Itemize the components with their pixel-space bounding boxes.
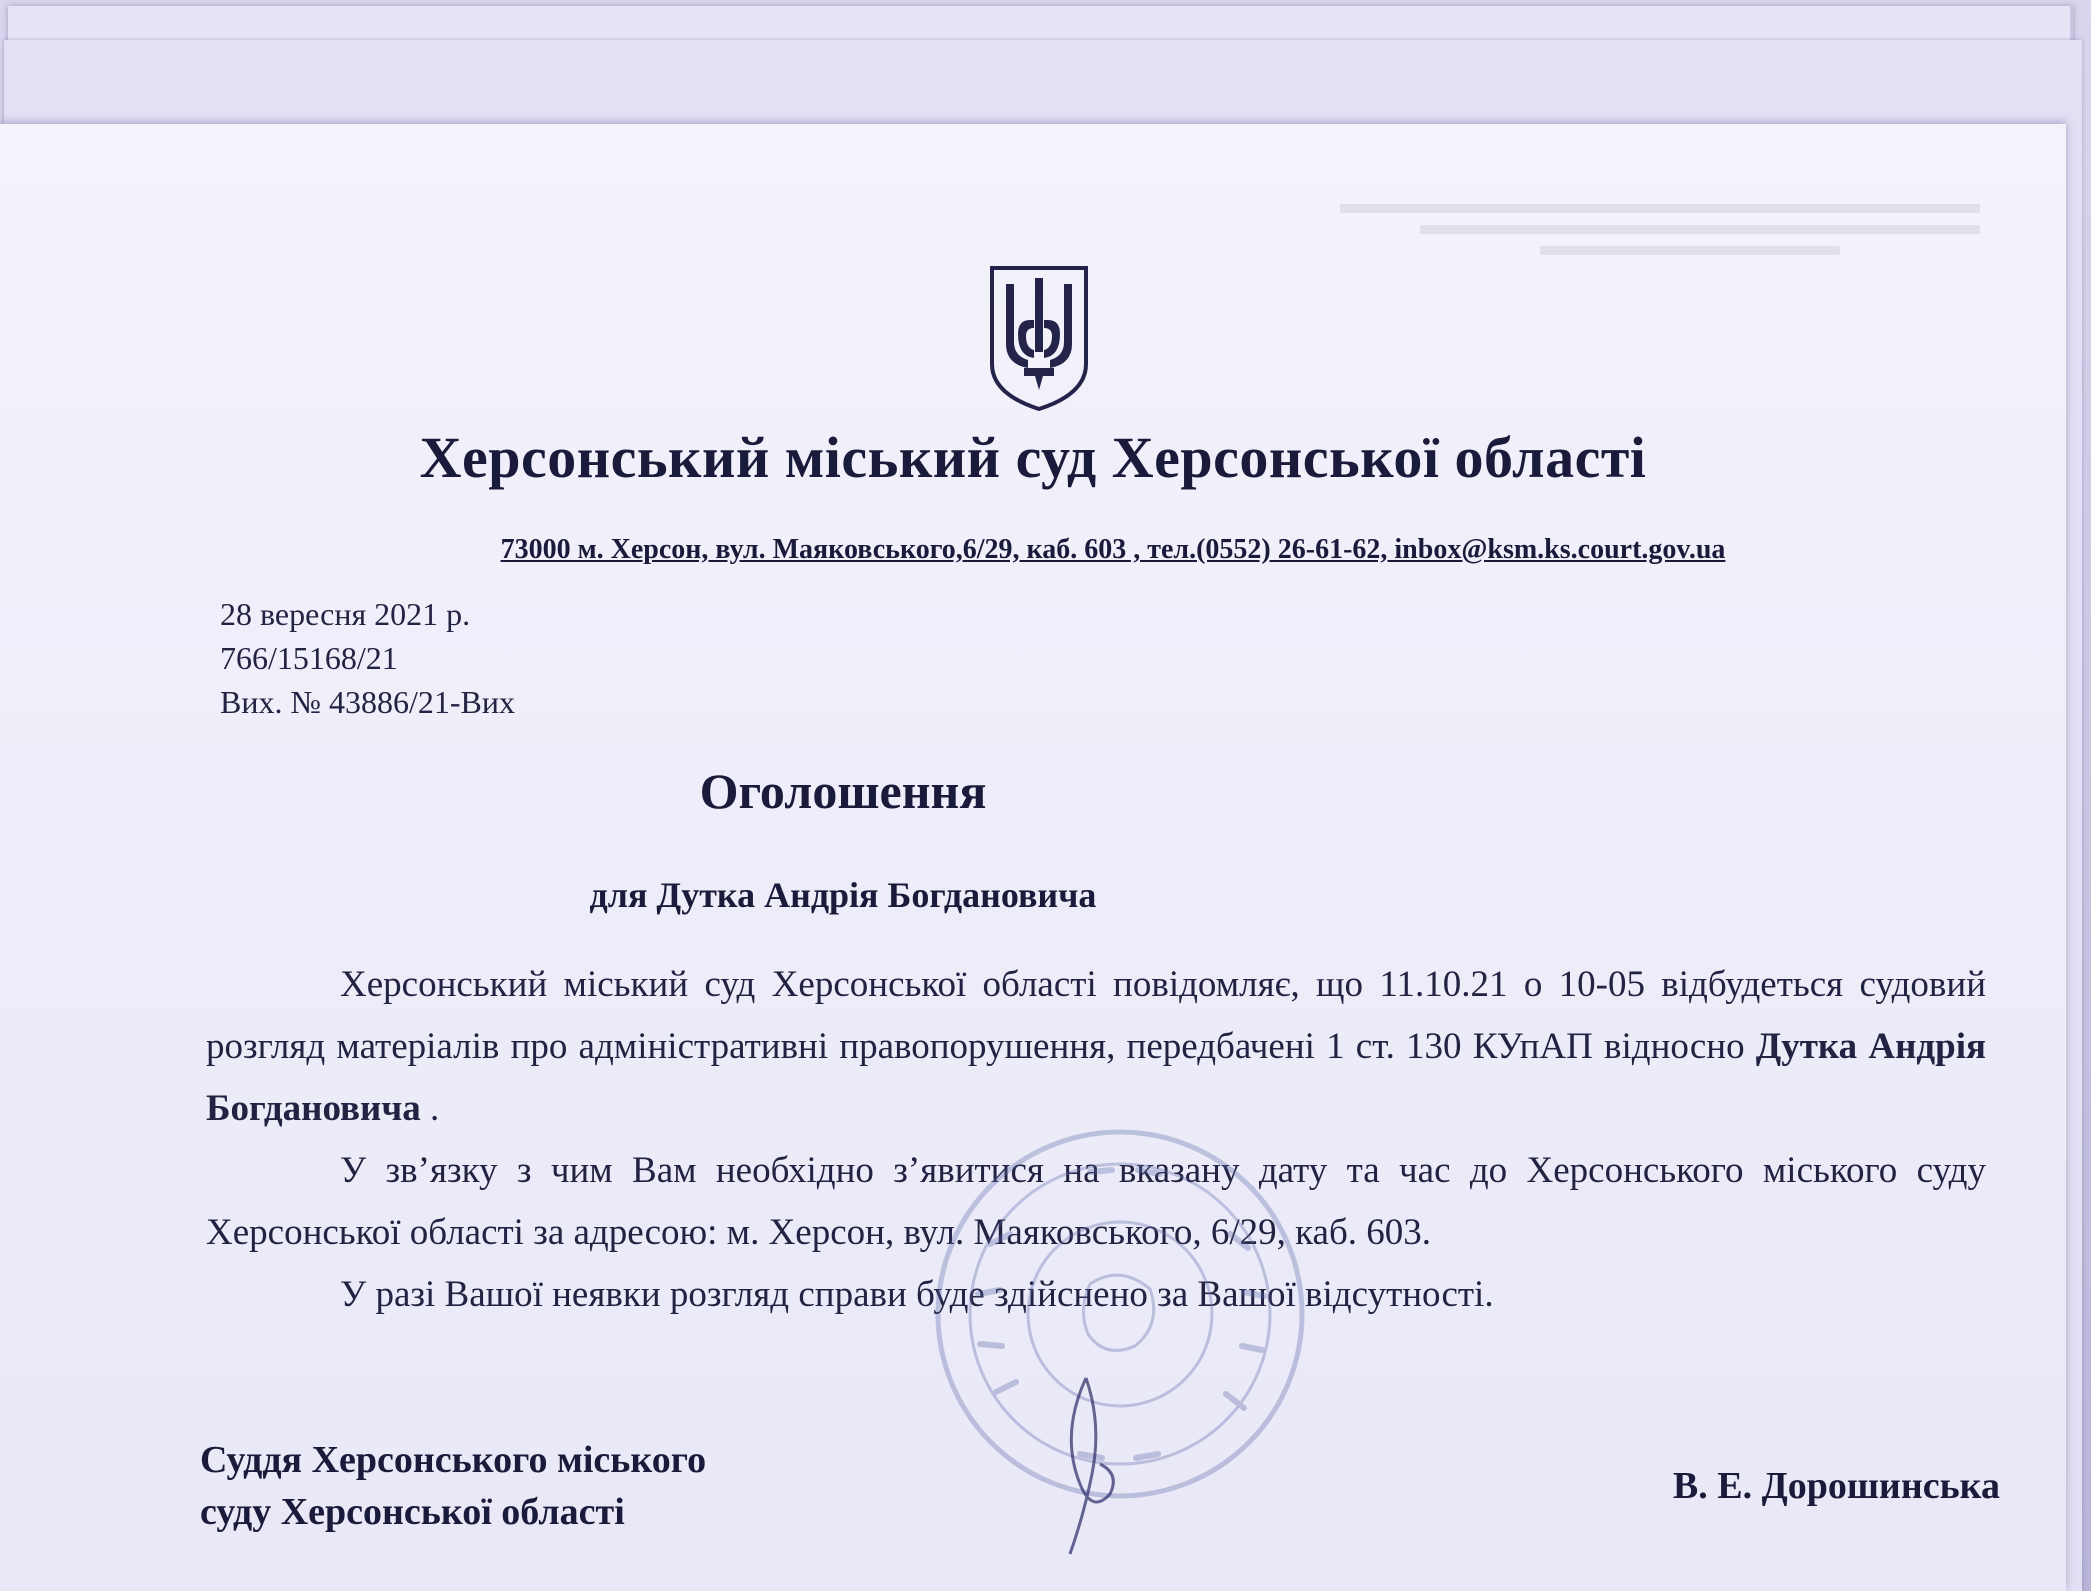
judge-title-line-2: суду Херсонської області bbox=[200, 1491, 625, 1533]
defendant-name: Дутка Андрія Богдановича bbox=[206, 1026, 1986, 1129]
judge-name: В. Е. Дорошинська bbox=[1672, 1465, 2000, 1507]
outgoing-number: Вих. № 43886/21-Вих bbox=[220, 684, 516, 720]
recipient-line: для Дутка Андрія Богдановича bbox=[589, 875, 1097, 915]
document-date: 28 вересня 2021 р. bbox=[220, 596, 471, 632]
body-paragraph-2: У зв’язку з чим Вам необхідно з’явитися на вказану дату та час до Херсонського міського суду Херсонської області за адресою: м. Херсон, вул. Маяковського, 6/29, каб. 603. bbox=[206, 1150, 1986, 1253]
trident-coat-of-arms-icon bbox=[986, 264, 1092, 412]
handwritten-signature bbox=[1040, 1364, 1130, 1564]
judge-title bbox=[200, 1434, 706, 1538]
body-paragraph-1-text: Херсонський міський суд Херсонської області повідомляє, що 11.10.21 о 10-05 відбудеться судовий розгляд матеріалів про адміністративні правопорушення, передбачені 1 ст. 130 КУпАП відносно bbox=[206, 964, 1986, 1067]
document-title: Оголошення bbox=[699, 763, 987, 819]
document-page bbox=[0, 124, 2066, 1591]
court-name-heading: Херсонський міський суд Херсонської області bbox=[419, 425, 1647, 490]
body-paragraph-1 bbox=[206, 954, 1986, 1140]
case-number: 766/15168/21 bbox=[220, 640, 398, 676]
body-paragraph-1-end: . bbox=[420, 1088, 440, 1129]
court-address-line: 73000 м. Херсон, вул. Маяковського,6/29, каб. 603 , тел.(0552) 26-61-62, inbox@ksm.ks.court.gov.ua bbox=[500, 534, 1726, 565]
document-meta-block bbox=[220, 592, 515, 724]
bleed-through-text bbox=[1340, 204, 1990, 267]
judge-title-line-1: Суддя Херсонського міського bbox=[200, 1439, 707, 1481]
body-paragraph-3: У разі Вашої неявки розгляд справи буде здійснено за Вашої відсутності. bbox=[340, 1274, 1494, 1315]
